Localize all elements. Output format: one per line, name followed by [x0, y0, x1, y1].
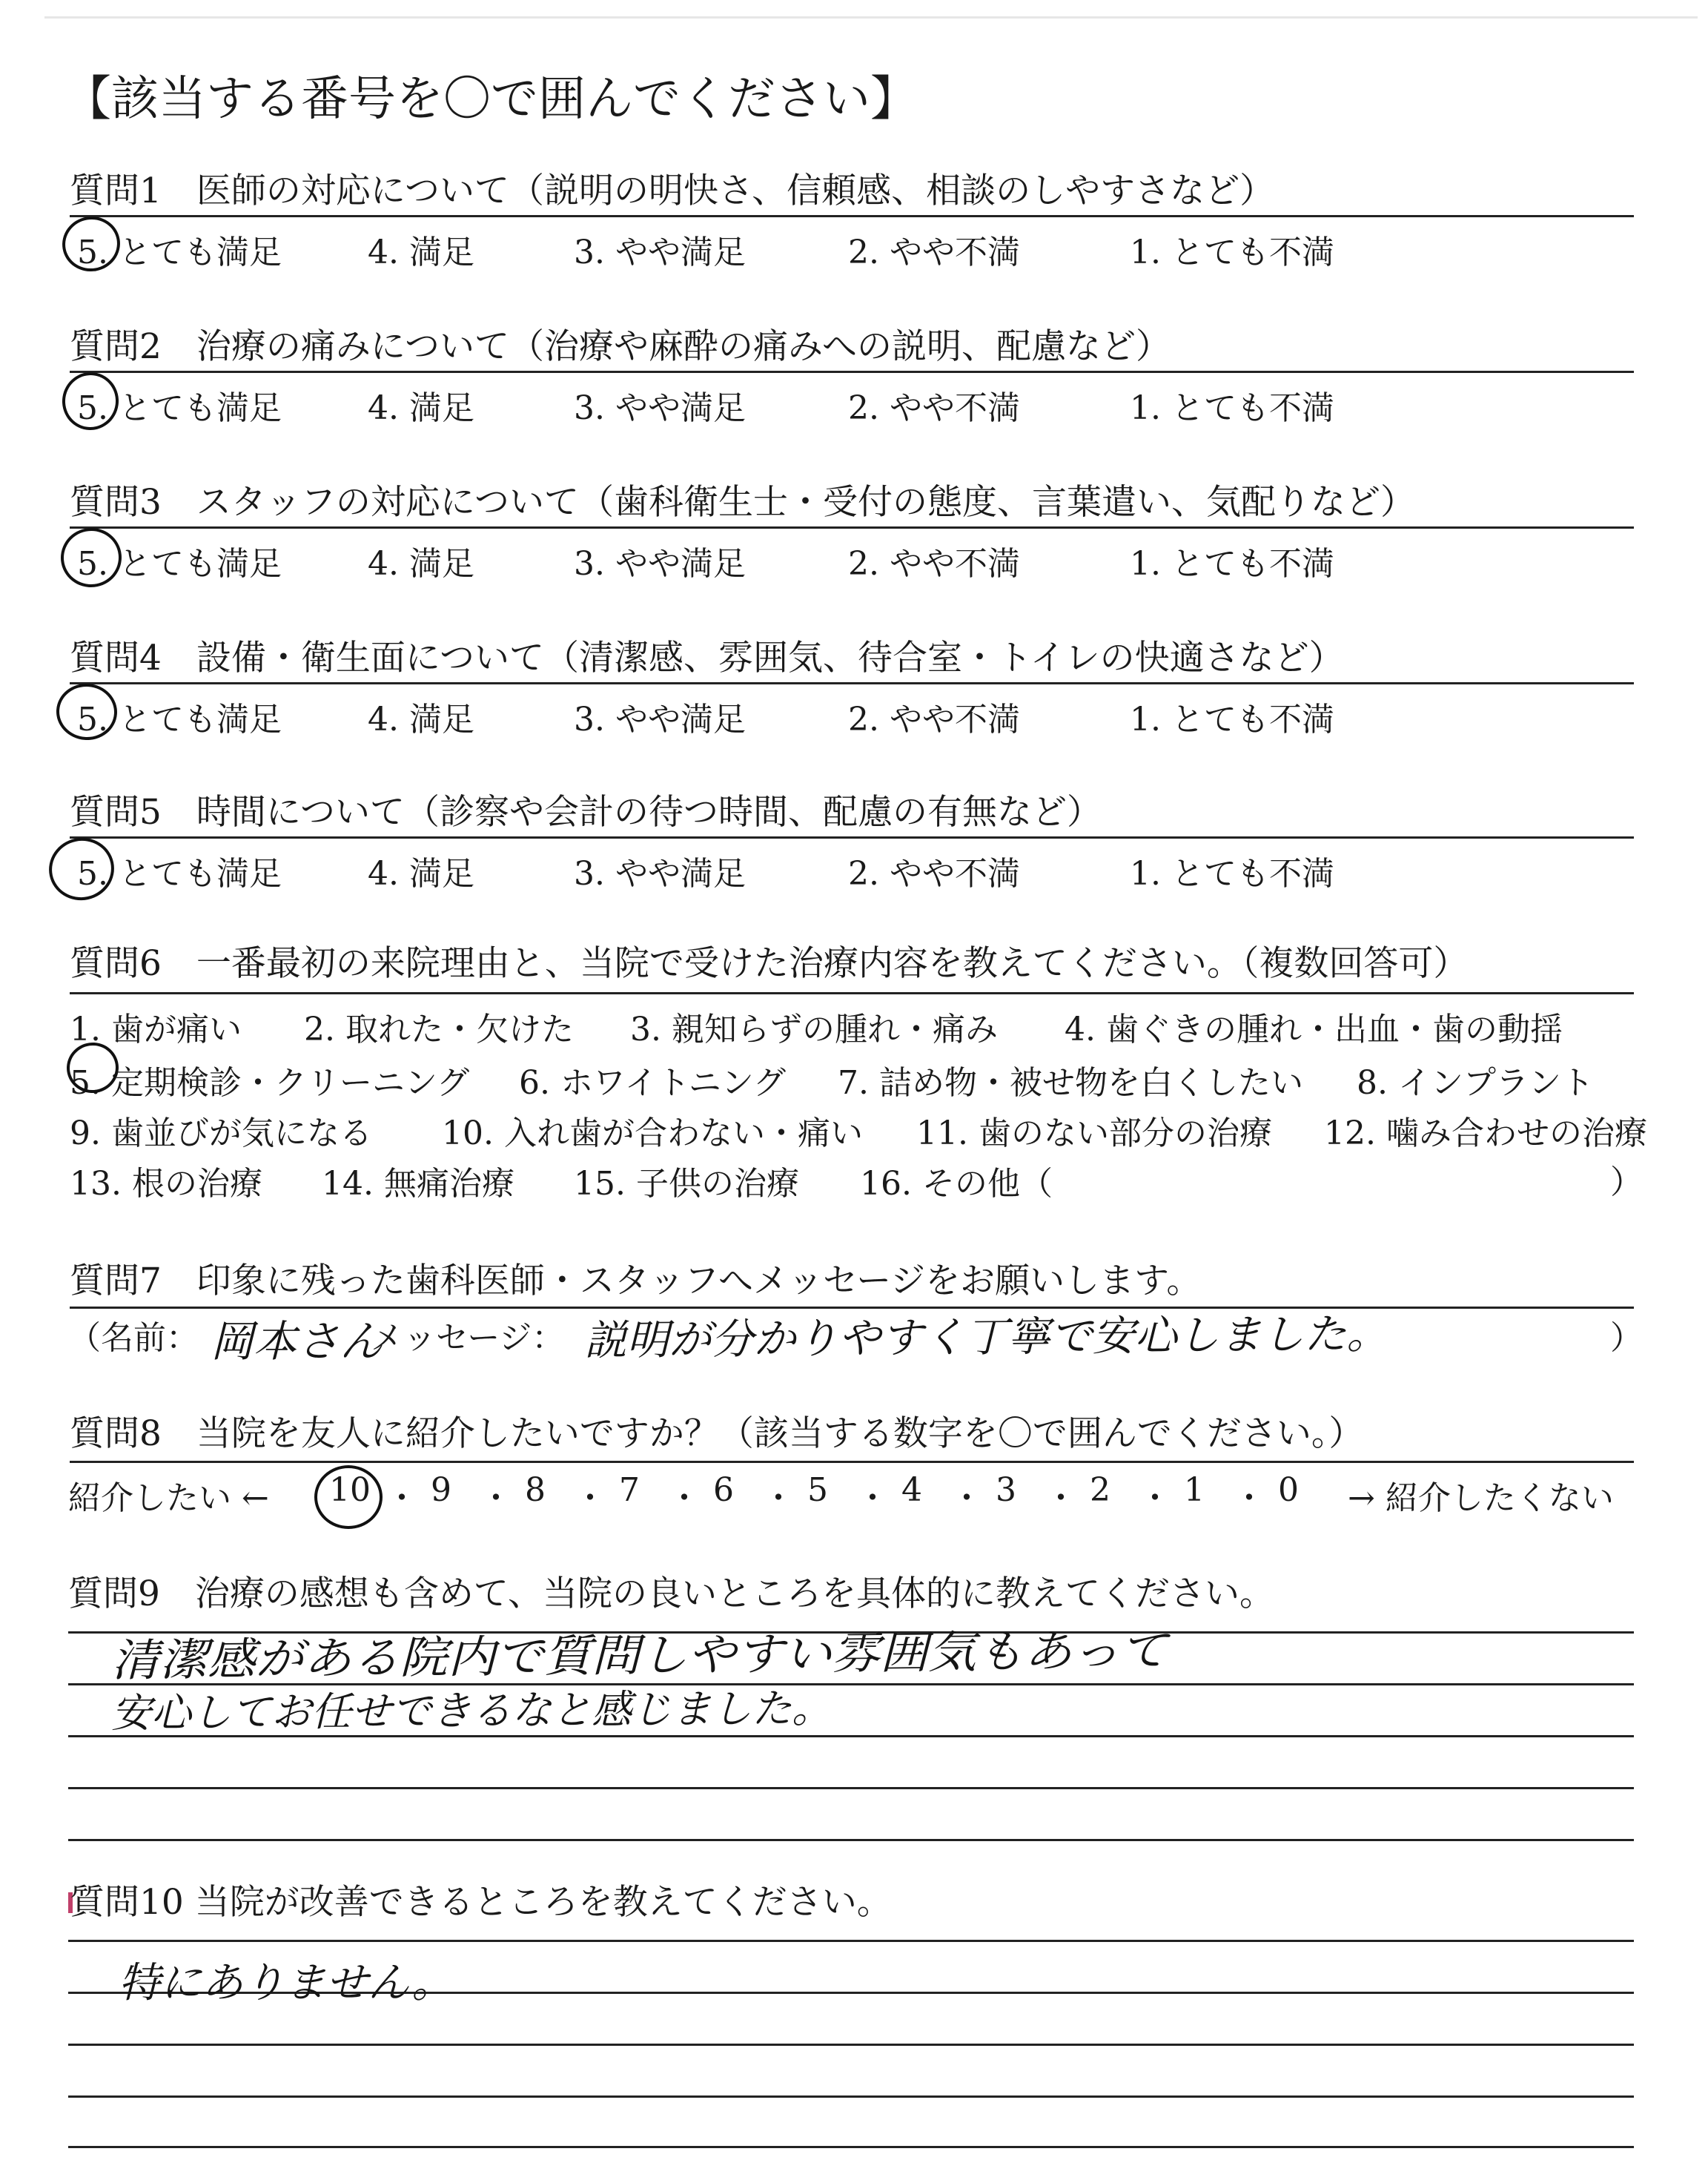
q1-option-3: 3. やや満足	[574, 234, 746, 271]
q8-separator: ・	[668, 1479, 701, 1517]
q8-separator: ・	[1233, 1479, 1265, 1517]
q9-answer-line-1: 清潔感がある院内で質問しやすい雰囲気もあって	[110, 1625, 1168, 1687]
q1-option-4: 4. 満足	[368, 234, 474, 271]
q5-rule	[70, 836, 1634, 839]
q7-title: 質問7 印象に残った歯科医師・スタッフへメッセージをお願いします。	[70, 1261, 1202, 1301]
q6-option-3: 3. 親知らずの腫れ・痛み	[630, 1011, 998, 1048]
q8-separator: ・	[480, 1479, 512, 1517]
q7-close-paren: ）	[1610, 1319, 1643, 1357]
q5-option-5: 5. とても満足	[77, 855, 282, 893]
q9-answer-line-2: 安心してお任せできるなと感じました。	[110, 1685, 833, 1737]
q5-option-2: 2. やや不満	[848, 855, 1020, 893]
q8-rule	[70, 1461, 1634, 1463]
q8-scale-6: 6	[713, 1471, 734, 1509]
q6-option-1: 1. 歯が痛い	[70, 1011, 242, 1048]
q2-option-5: 5. とても満足	[77, 389, 282, 427]
q3-option-1: 1. とても不満	[1130, 545, 1334, 583]
q6-option-10: 10. 入れ歯が合わない・痛い	[442, 1114, 863, 1152]
q8-scale-1: 1	[1184, 1471, 1205, 1509]
q5-option-3: 3. やや満足	[574, 855, 746, 893]
q2-option-1: 1. とても不満	[1130, 389, 1334, 427]
q6-rule	[70, 992, 1634, 994]
q3-title: 質問3 スタッフの対応について（歯科衛生士・受付の態度、言葉遣い、気配りなど）	[70, 482, 1415, 523]
q6-option-15: 15. 子供の治療	[574, 1165, 799, 1203]
q7-message-label: メッセージ：	[371, 1319, 565, 1357]
q8-scale-10: 10	[329, 1471, 371, 1509]
q4-option-3: 3. やや満足	[574, 701, 746, 739]
q8-scale-8: 8	[525, 1471, 546, 1509]
q8-left-label: 紹介したい ←	[68, 1479, 269, 1517]
page-top-edge	[44, 16, 1698, 19]
q10-answer-line-1: 特にありません。	[119, 1959, 454, 2007]
q9-line-5	[68, 1839, 1634, 1841]
q6-option-8: 8. インプラント	[1357, 1064, 1594, 1102]
q3-option-4: 4. 満足	[368, 545, 474, 583]
q1-option-1: 1. とても不満	[1130, 234, 1334, 271]
q8-title: 質問8 当院を友人に紹介したいですか？（該当する数字を〇で囲んでください。）	[70, 1413, 1364, 1454]
q6-option-16: 16. その他（	[860, 1165, 1053, 1203]
q6-option-11: 11. 歯のない部分の治療	[916, 1114, 1272, 1152]
q5-title: 質問5 時間について（診察や会計の待つ時間、配慮の有無など）	[70, 792, 1102, 833]
q10-line-5	[68, 2146, 1634, 2148]
q7-name-label: （名前：	[68, 1319, 199, 1357]
q8-separator: ・	[762, 1479, 795, 1517]
q8-scale-5: 5	[807, 1471, 828, 1509]
q2-option-2: 2. やや不満	[848, 389, 1020, 427]
q2-title: 質問2 治療の痛みについて（治療や麻酔の痛みへの説明、配慮など）	[70, 326, 1171, 367]
q10-line-1	[68, 1940, 1634, 1942]
q8-scale-7: 7	[619, 1471, 640, 1509]
q5-option-4: 4. 満足	[368, 855, 474, 893]
q3-option-5: 5. とても満足	[77, 545, 282, 583]
q7-name-handwritten: 岡本さん	[211, 1316, 383, 1367]
q10-line-4	[68, 2095, 1634, 2098]
q8-scale-0: 0	[1278, 1471, 1299, 1509]
q3-rule	[70, 526, 1634, 529]
q2-rule	[70, 371, 1634, 373]
q3-option-2: 2. やや不満	[848, 545, 1020, 583]
q8-separator: ・	[856, 1479, 889, 1517]
q4-rule	[70, 682, 1634, 684]
q10-line-3	[68, 2044, 1634, 2046]
q8-selected-circle	[314, 1465, 383, 1529]
q1-title: 質問1 医師の対応について（説明の明快さ、信頼感、相談のしやすさなど）	[70, 171, 1275, 211]
q6-option-12: 12. 噛み合わせの治療	[1324, 1114, 1647, 1152]
instruction-header: 【該当する番号を〇で囲んでください】	[64, 72, 918, 127]
q8-separator: ・	[574, 1479, 606, 1517]
q9-line-4	[68, 1787, 1634, 1789]
q4-option-1: 1. とても不満	[1130, 701, 1334, 739]
q4-title: 質問4 設備・衛生面について（清潔感、雰囲気、待合室・トイレの快適さなど）	[70, 638, 1344, 678]
q1-rule	[70, 215, 1634, 217]
q8-scale-3: 3	[996, 1471, 1016, 1509]
q8-scale-2: 2	[1090, 1471, 1110, 1509]
q6-option-5: 5. 定期検診・クリーニング	[70, 1064, 470, 1102]
q5-option-1: 1. とても不満	[1130, 855, 1334, 893]
q6-title: 質問6 一番最初の来院理由と、当院で受けた治療内容を教えてください。（複数回答可）	[70, 943, 1469, 984]
q4-option-2: 2. やや不満	[848, 701, 1020, 739]
q5-selected-circle	[43, 832, 120, 906]
q7-message-handwritten: 説明が分かりやすく丁寧で安心しました。	[583, 1309, 1389, 1365]
q1-option-2: 2. やや不満	[848, 234, 1020, 271]
q2-option-4: 4. 満足	[368, 389, 474, 427]
q8-right-label: → 紹介したくない	[1348, 1479, 1614, 1517]
q8-separator: ・	[385, 1479, 418, 1517]
q9-title: 質問9 治療の感想も含めて、当院の良いところを具体的に教えてください。	[68, 1573, 1274, 1614]
q6-option-14: 14. 無痛治療	[322, 1165, 514, 1203]
q10-title: 質問10 当院が改善できるところを教えてください。	[70, 1882, 892, 1923]
q8-separator: ・	[1139, 1479, 1171, 1517]
q6-option-7: 7. 詰め物・被せ物を白くしたい	[838, 1064, 1303, 1102]
q1-option-5: 5. とても満足	[77, 234, 282, 271]
q8-scale-9: 9	[431, 1471, 451, 1509]
q4-option-5: 5. とても満足	[77, 701, 282, 739]
q6-option-2: 2. 取れた・欠けた	[304, 1011, 574, 1048]
q8-separator: ・	[1045, 1479, 1077, 1517]
q3-option-3: 3. やや満足	[574, 545, 746, 583]
q6-close-paren: ）	[1610, 1163, 1643, 1201]
q4-option-4: 4. 満足	[368, 701, 474, 739]
q6-option-13: 13. 根の治療	[70, 1165, 262, 1203]
q8-scale-4: 4	[901, 1471, 922, 1509]
q6-option-6: 6. ホワイトニング	[519, 1064, 787, 1102]
q6-option-9: 9. 歯並びが気になる	[70, 1114, 372, 1152]
q2-option-3: 3. やや満足	[574, 389, 746, 427]
q6-option-4: 4. 歯ぐきの腫れ・出血・歯の動揺	[1065, 1011, 1563, 1048]
q8-separator: ・	[950, 1479, 983, 1517]
